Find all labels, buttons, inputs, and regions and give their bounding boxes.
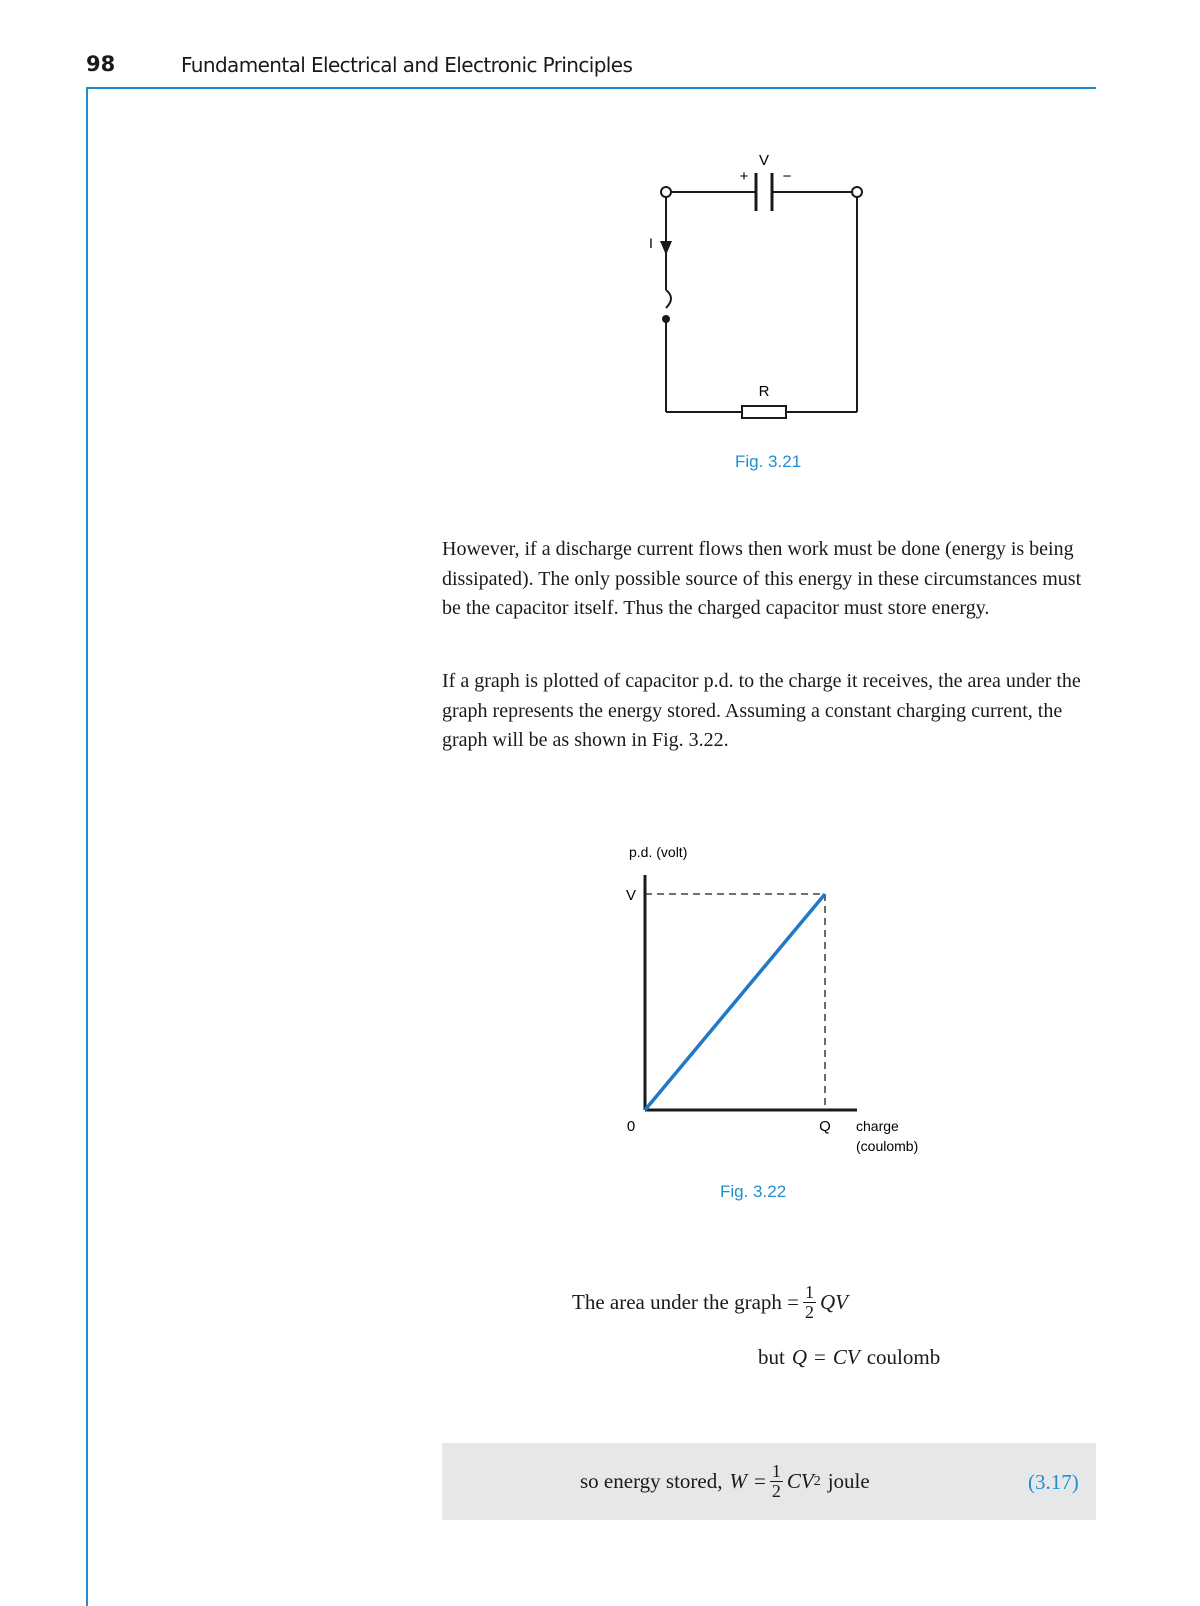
equation-energy-equals: = xyxy=(754,1469,766,1493)
terminal-right xyxy=(852,187,862,197)
equation-number: (3.17) xyxy=(1028,1470,1079,1494)
terminal-left xyxy=(661,187,671,197)
equation-energy-cv: CV xyxy=(786,1469,814,1493)
x-tick-label-q: Q xyxy=(819,1118,831,1135)
x-axis-label-line2: (coulomb) xyxy=(856,1138,919,1154)
current-label: I xyxy=(649,235,653,251)
equation-energy xyxy=(580,1462,870,1501)
capacitor-voltage-label: V xyxy=(758,152,770,169)
fraction-numerator: 1 xyxy=(804,1282,814,1302)
circuit-diagram xyxy=(640,145,900,435)
equation-charge xyxy=(758,1345,940,1370)
current-arrow-icon xyxy=(660,241,672,255)
resistor-label: R xyxy=(758,383,770,400)
switch-arm xyxy=(666,290,671,308)
series-line xyxy=(645,894,825,1110)
running-header: Fundamental Electrical and Electronic Principles xyxy=(181,53,633,77)
x-tick-label-0: 0 xyxy=(626,1118,636,1135)
equation-energy-unit: joule xyxy=(827,1469,870,1493)
equation-energy-w: W xyxy=(729,1469,747,1493)
resistor xyxy=(742,406,786,418)
fraction-denominator: 2 xyxy=(804,1302,814,1322)
fraction-numerator-energy: 1 xyxy=(771,1461,781,1481)
page-number: 98 xyxy=(86,52,116,76)
figure-caption-2: Fig. 3.22 xyxy=(720,1182,787,1201)
equation-charge-cv: CV xyxy=(832,1345,860,1369)
equation-charge-equals: = xyxy=(814,1345,826,1369)
paragraph-1: However, if a discharge current flows then work must be done (energy is being dissipated). The only possible source of this energy in these circumstances must be the capacitor itself. Thus the charged capacitor must store energy. xyxy=(442,538,1082,619)
equation-energy-exponent: 2 xyxy=(813,1473,821,1489)
y-axis-label: p.d. (volt) xyxy=(629,844,688,860)
fraction-half-energy xyxy=(770,1462,783,1501)
fraction-half xyxy=(803,1283,816,1322)
header-rule xyxy=(86,87,1096,89)
equation-area-prefix: The area under the graph = xyxy=(572,1290,799,1314)
equation-area xyxy=(572,1283,848,1322)
margin-rule xyxy=(86,87,88,1606)
figure-caption-1: Fig. 3.21 xyxy=(735,452,802,471)
minus-label: − xyxy=(782,168,792,185)
pd-charge-graph xyxy=(600,835,960,1165)
equation-energy-prefix: so energy stored, xyxy=(580,1469,723,1493)
y-tick-label-v: V xyxy=(625,887,637,904)
plus-label: + xyxy=(739,168,749,185)
equation-charge-prefix: but xyxy=(758,1345,785,1369)
equation-area-qv: QV xyxy=(819,1290,848,1314)
x-axis-label-line1: charge xyxy=(856,1118,899,1134)
paragraph-2: If a graph is plotted of capacitor p.d. to the charge it receives, the area under the graph represents the energy stored. Assuming a constant charging current, the graph will be as shown in Fig. 3.22. xyxy=(442,670,1081,751)
equation-charge-q: Q xyxy=(791,1345,808,1369)
fraction-denominator-energy: 2 xyxy=(771,1481,781,1501)
switch-pivot xyxy=(662,315,670,323)
equation-charge-unit: coulomb xyxy=(866,1345,941,1369)
